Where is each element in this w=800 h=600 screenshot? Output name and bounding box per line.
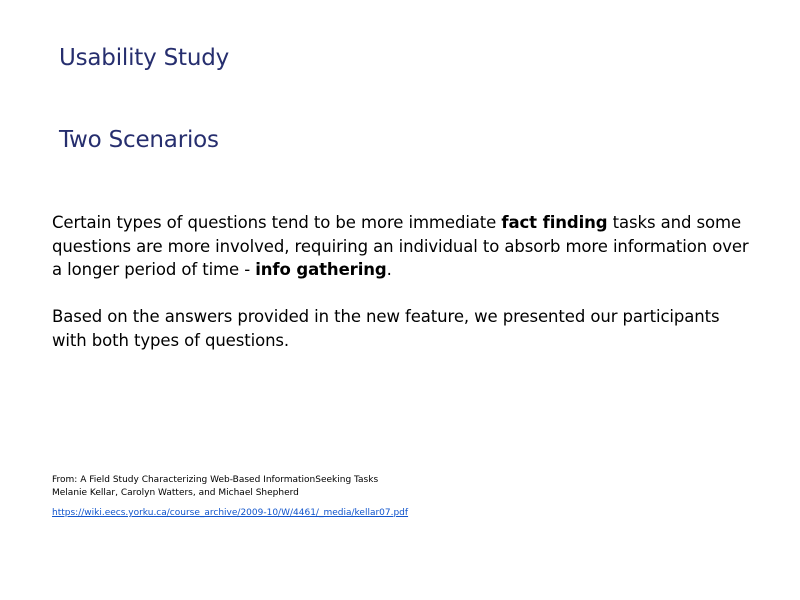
paragraph-1-text-c: . [386, 260, 392, 279]
source-authors-line: Melanie Kellar, Carolyn Watters, and Michael Shepherd [52, 487, 299, 498]
body-paragraph-2: Based on the answers provided in the new feature, we presented our participants with both types of questions. [52, 307, 720, 350]
body-paragraph-1 [52, 211, 752, 282]
source-link[interactable]: https://wiki.eecs.yorku.ca/course_archive/2009-10/W/4461/_media/kellar07.pdf [52, 508, 409, 518]
slide-body [52, 211, 752, 376]
paragraph-1-text-b: tasks and some questions are more involved, requiring an individual to absorb more information over a longer period of time - [52, 213, 749, 279]
slide-subtitle: Two Scenarios [59, 127, 219, 153]
fact-finding-emphasis: fact finding [501, 213, 608, 232]
paragraph-1-text-a: Certain types of questions tend to be more immediate [52, 213, 502, 232]
source-from-line: From: A Field Study Characterizing Web-Based InformationSeeking Tasks [52, 475, 379, 485]
source-citation [52, 474, 652, 520]
info-gathering-emphasis: info gathering [255, 260, 387, 279]
slide-title: Usability Study [59, 45, 230, 71]
